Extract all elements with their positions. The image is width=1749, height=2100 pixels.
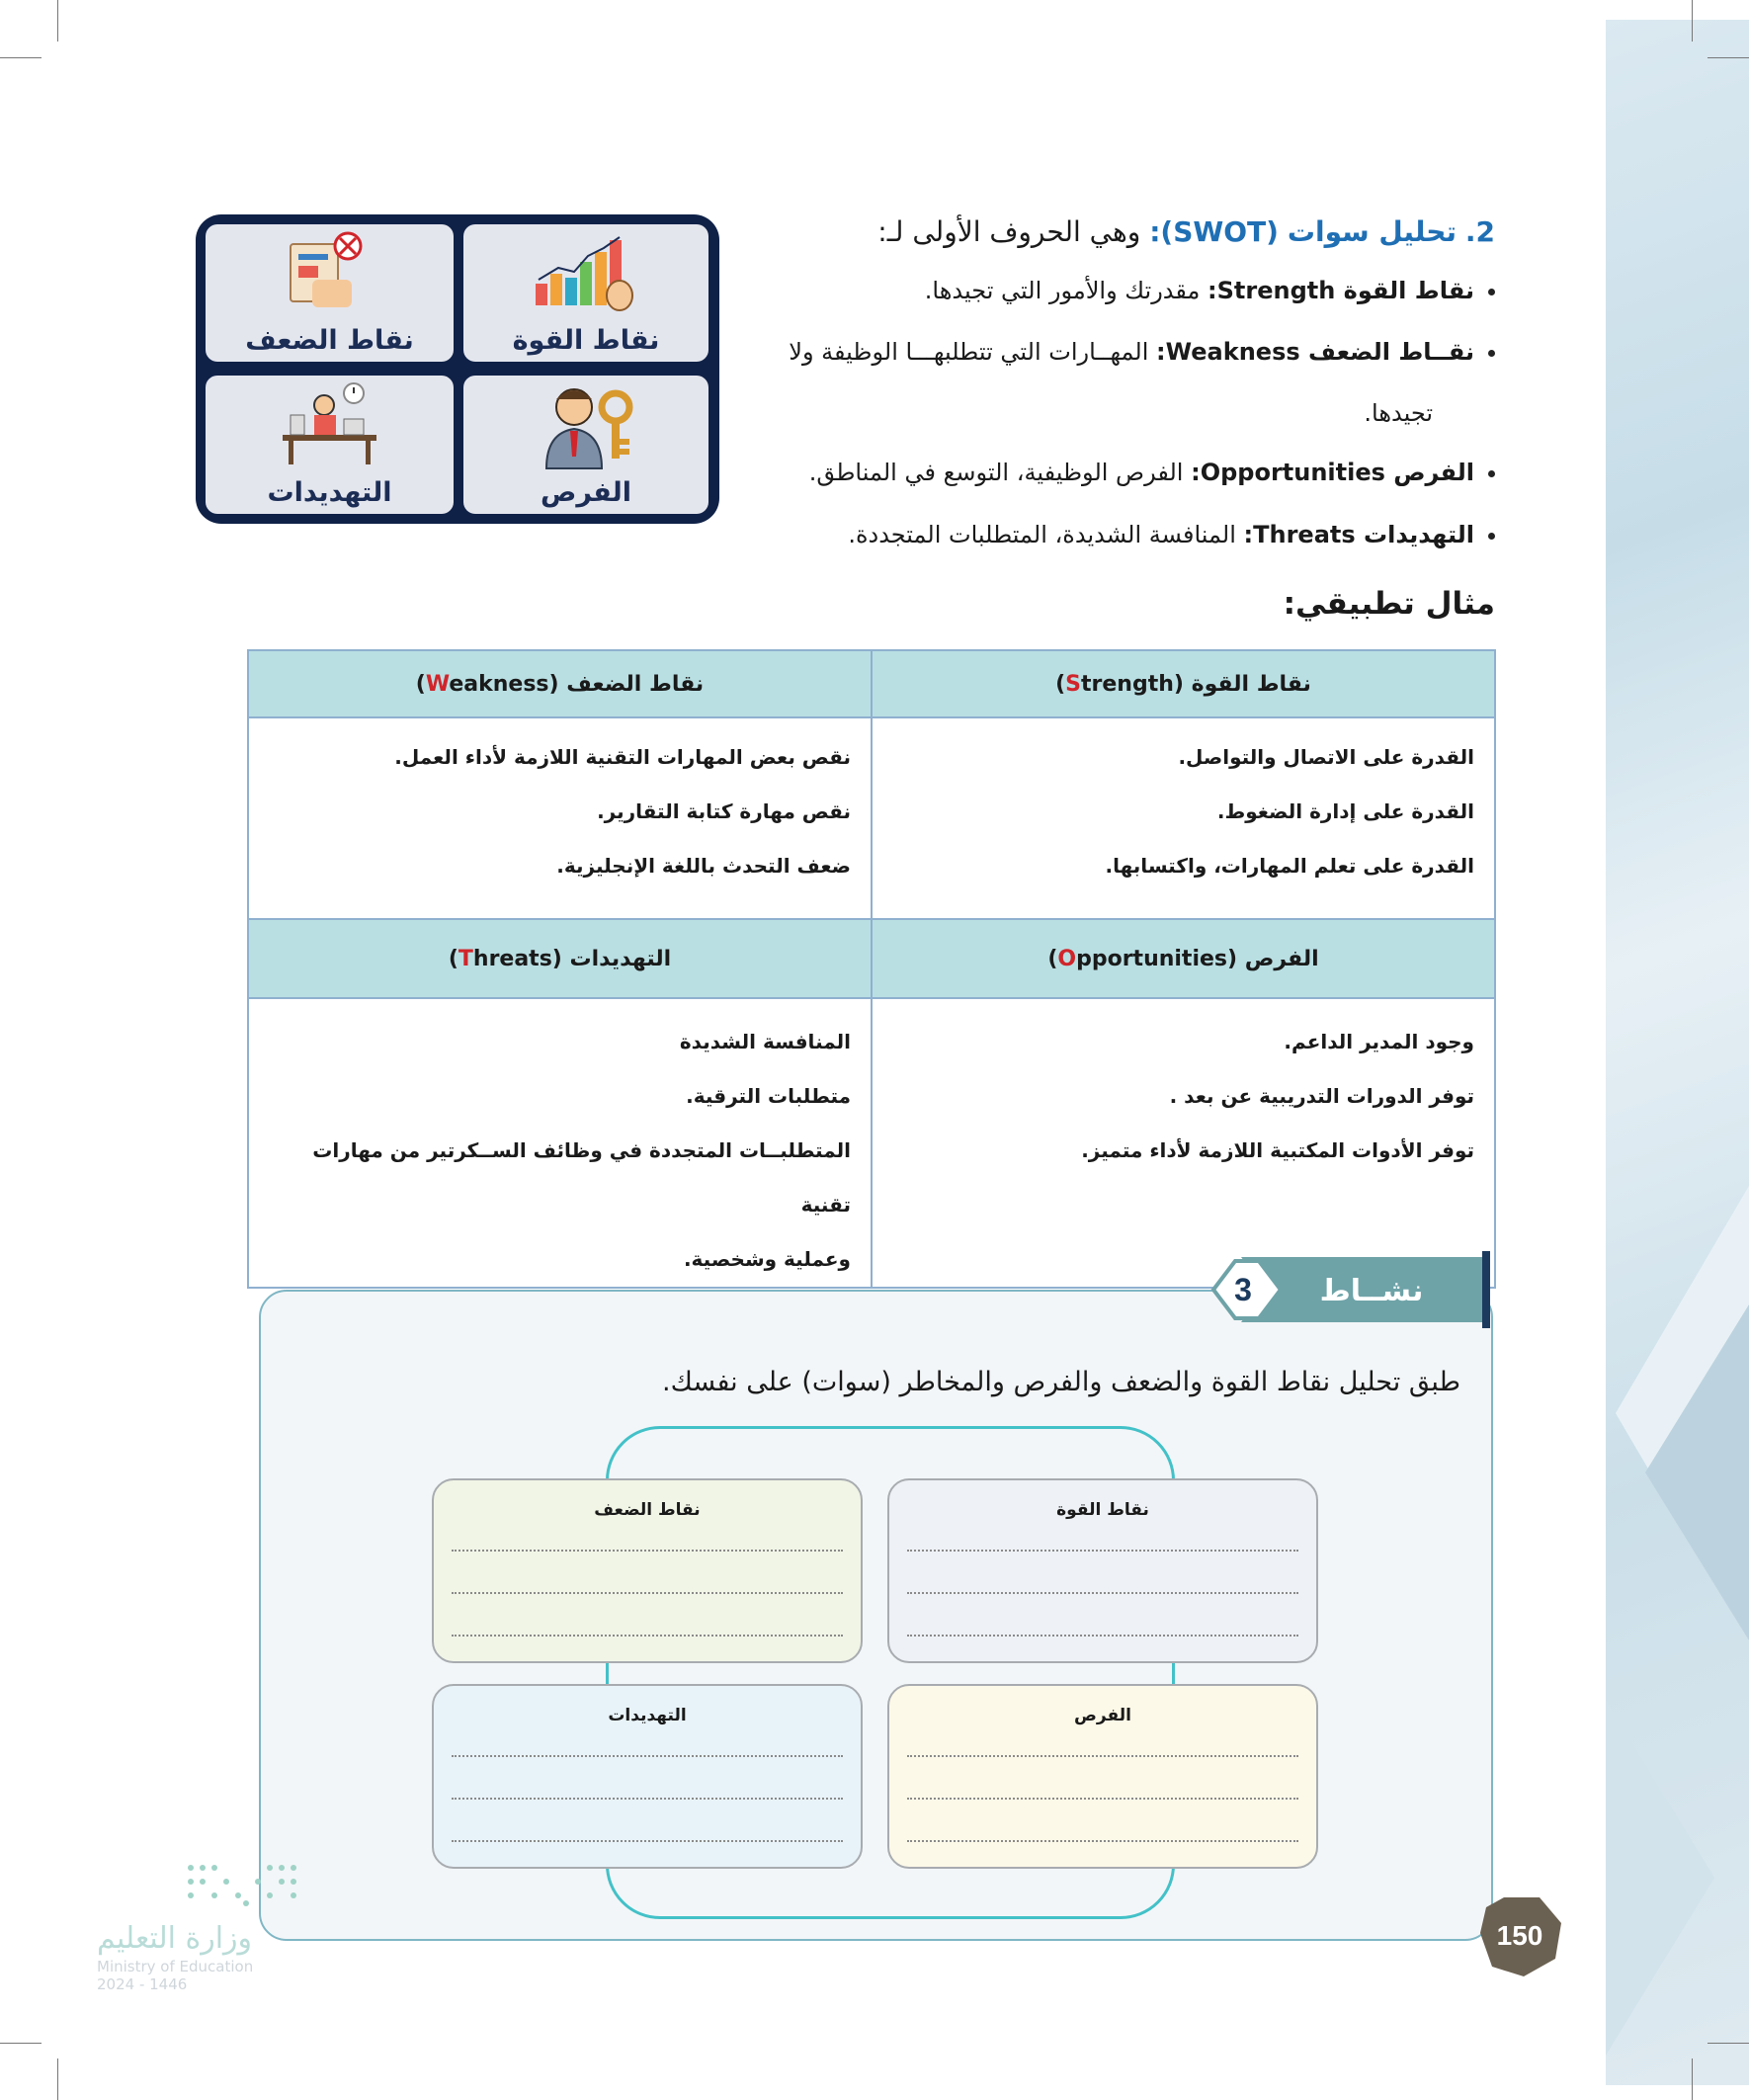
header-letter: W — [425, 671, 450, 697]
header-letter: T — [458, 946, 473, 971]
bullet-dot — [1488, 350, 1495, 357]
section-number: 2. — [1464, 215, 1495, 248]
stressed-worker-icon — [275, 379, 383, 468]
ministry-dots-icon — [181, 1858, 349, 1917]
tile-strength-caption: نقاط القوة — [512, 325, 660, 356]
list-item: توفر الأدوات المكتبية اللازمة لأداء متميز. — [1081, 1138, 1474, 1162]
bullet-text: الفرص الوظيفية، التوسع في المناطق. — [808, 459, 1192, 486]
answer-box-title: التهديدات — [608, 1706, 687, 1725]
bullet-strength — [925, 277, 1495, 304]
bullet-label: الفرص Opportunities: — [1191, 459, 1474, 486]
header-opportunities — [872, 919, 1495, 998]
bullet-text: مقدرتك والأمور التي تجيدها. — [924, 277, 1208, 304]
list-item: القدرة على إدارة الضغوط. — [1216, 799, 1474, 823]
ministry-name-arabic: وزارة التعليم — [97, 1921, 253, 1956]
header-weakness — [248, 650, 872, 717]
list-item: وعملية وشخصية. — [683, 1247, 851, 1271]
ministry-year: 2024 - 1446 — [97, 1975, 188, 1993]
bullet-threats — [848, 521, 1495, 548]
answer-box-opportunities[interactable] — [887, 1684, 1318, 1869]
decorative-side-strip — [1606, 20, 1749, 2085]
list-item: متطلبات الترقية. — [686, 1084, 851, 1108]
answer-line[interactable] — [452, 1840, 843, 1842]
header-text: نقاط القوة ( — [1173, 671, 1311, 697]
list-item: نقص مهارة كتابة التقارير. — [597, 799, 851, 823]
bullet-text: المهــارات التي تتطلبهـــا الوظيفة ولا — [789, 338, 1157, 366]
answer-line[interactable] — [907, 1635, 1298, 1637]
answer-line[interactable] — [452, 1550, 843, 1552]
bar-chart-icon — [531, 234, 639, 313]
cell-opportunities-items — [872, 998, 1495, 1288]
answer-line[interactable] — [452, 1755, 843, 1757]
activity-label: نشــاط — [1319, 1274, 1424, 1308]
list-item: وجود المدير الداعم. — [1284, 1030, 1474, 1053]
header-text: الفرص ( — [1227, 946, 1319, 971]
answer-line[interactable] — [907, 1840, 1298, 1842]
tile-weakness-caption: نقاط الضعف — [245, 325, 414, 356]
list-item: القدرة على تعلم المهارات، واكتسابها. — [1105, 854, 1474, 878]
table-row — [248, 650, 1495, 717]
list-item: المنافسة الشديدة — [679, 1030, 851, 1053]
answer-box-threats[interactable] — [432, 1684, 863, 1869]
tile-opportunities — [463, 376, 708, 514]
activity-number: 3 — [1234, 1272, 1252, 1307]
list-item: المتطلبــات المتجددة في وظائف الســكرتير من مهارات تقنية — [312, 1138, 851, 1217]
bullet-text: تجيدها. — [1364, 399, 1433, 427]
page-number: 150 — [1496, 1920, 1543, 1951]
answer-line[interactable] — [907, 1592, 1298, 1594]
answer-line[interactable] — [907, 1755, 1298, 1757]
cell-strength-items — [872, 717, 1495, 919]
header-text: hreats) — [448, 946, 552, 971]
bullet-weakness-continued — [1364, 399, 1433, 427]
bullet-label: التهديدات Threats: — [1243, 521, 1474, 548]
answer-line[interactable] — [452, 1635, 843, 1637]
list-item: توفر الدورات التدريبية عن بعد . — [1169, 1084, 1474, 1108]
swot-example-table — [247, 649, 1496, 1289]
activity-tab — [1204, 1251, 1490, 1328]
answer-box-title: نقاط القوة — [1056, 1500, 1149, 1520]
page-number-badge — [1478, 1893, 1563, 1978]
example-heading: مثال تطبيقي: — [1283, 586, 1495, 622]
section-title: تحليل سوات — [1287, 215, 1457, 248]
crop-mark — [0, 57, 42, 58]
tile-opportunities-caption: الفرص — [541, 477, 631, 508]
document-cross-icon — [283, 230, 372, 314]
header-letter: O — [1057, 946, 1077, 971]
header-threats — [248, 919, 872, 998]
tile-threats — [206, 376, 454, 514]
businessman-key-icon — [533, 378, 641, 471]
bullet-dot — [1488, 533, 1495, 540]
crop-mark — [1707, 2043, 1749, 2044]
bullet-dot — [1488, 470, 1495, 477]
bullet-weakness — [789, 338, 1495, 366]
cell-weakness-items — [248, 717, 872, 919]
tile-weakness — [206, 224, 454, 362]
section-acronym: (SWOT): — [1149, 215, 1279, 248]
crop-mark — [57, 2058, 58, 2100]
list-item: القدرة على الاتصال والتواصل. — [1178, 745, 1474, 769]
header-text: trength) — [1055, 671, 1174, 697]
header-text: التهديدات ( — [551, 946, 672, 971]
section-intro: وهي الحروف الأولى لـ: — [877, 215, 1141, 248]
answer-line[interactable] — [452, 1592, 843, 1594]
answer-box-title: نقاط الضعف — [594, 1500, 701, 1520]
list-item: ضعف التحدث باللغة الإنجليزية. — [556, 854, 851, 878]
header-strength — [872, 650, 1495, 717]
swot-illustration — [196, 214, 719, 524]
activity-question: طبق تحليل نقاط القوة والضعف والفرص والمخاطر (سوات) على نفسك. — [662, 1367, 1460, 1397]
bullet-text: المنافسة الشديدة، المتطلبات المتجددة. — [848, 521, 1244, 548]
answer-box-strength[interactable] — [887, 1478, 1318, 1663]
table-row — [248, 998, 1495, 1288]
answer-line[interactable] — [907, 1550, 1298, 1552]
answer-line[interactable] — [452, 1798, 843, 1800]
bullet-dot — [1488, 289, 1495, 295]
answer-box-weakness[interactable] — [432, 1478, 863, 1663]
bullet-label: نقاط القوة Strength: — [1208, 277, 1474, 304]
answer-box-title: الفرص — [1074, 1706, 1131, 1725]
header-text: نقاط الضعف ( — [548, 671, 705, 697]
bullet-opportunities — [809, 459, 1495, 486]
header-letter: S — [1065, 671, 1082, 697]
crop-mark — [1692, 2058, 1693, 2100]
list-item: نقص بعض المهارات التقنية اللازمة لأداء العمل. — [394, 745, 851, 769]
crop-mark — [57, 0, 58, 42]
cell-threats-items — [248, 998, 872, 1288]
table-row — [248, 919, 1495, 998]
answer-line[interactable] — [907, 1798, 1298, 1800]
table-row — [248, 717, 1495, 919]
section-heading — [877, 215, 1495, 248]
crop-mark — [1707, 57, 1749, 58]
tile-strength — [463, 224, 708, 362]
header-text: pportunities) — [1047, 946, 1228, 971]
ministry-logo — [97, 1858, 265, 1993]
header-text: eakness) — [415, 671, 549, 697]
ministry-name-english: Ministry of Education — [97, 1958, 254, 1975]
tile-threats-caption: التهديدات — [267, 477, 392, 508]
crop-mark — [1692, 0, 1693, 42]
bullet-label: نقــاط الضعف Weakness: — [1156, 338, 1474, 366]
crop-mark — [0, 2043, 42, 2044]
